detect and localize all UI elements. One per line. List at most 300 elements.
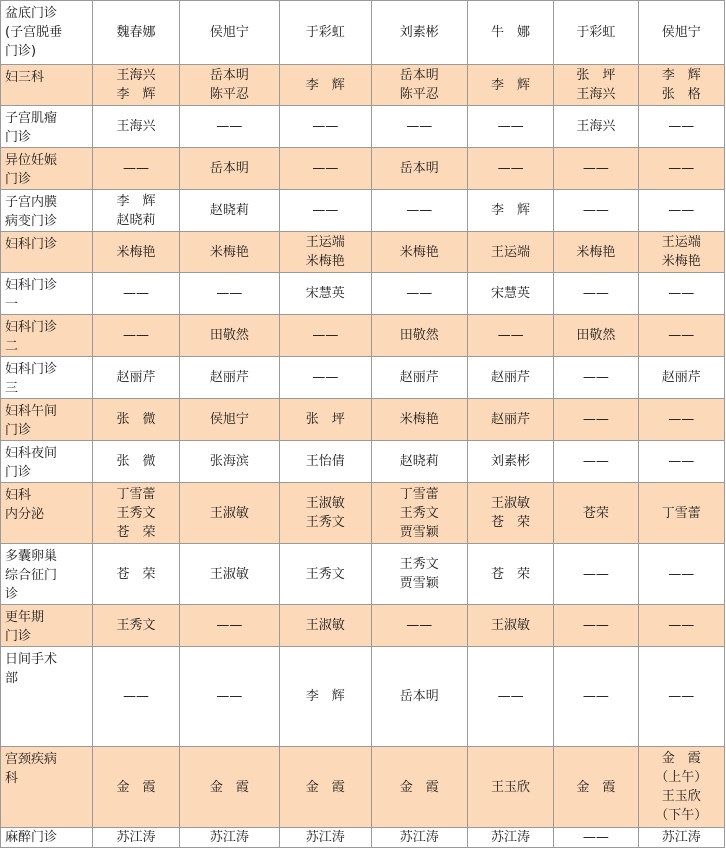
doctor-cell (638, 605, 724, 647)
doctor-cell (280, 190, 371, 232)
department-cell (1, 605, 93, 647)
doctor-name: 李 辉 (661, 68, 701, 83)
doctor-name: 于彩虹 (576, 25, 616, 40)
doctor-name: 王秀文 (399, 557, 439, 572)
department-name-line: 病变门诊 (5, 214, 58, 229)
department-cell (1, 828, 93, 848)
doctor-cell (554, 483, 638, 544)
table-row (1, 1, 725, 65)
doctor-name: —— (312, 370, 339, 385)
doctor-cell (554, 106, 638, 148)
department-name-line: 内分泌 (5, 507, 45, 522)
table-row (1, 605, 725, 647)
doctor-cell (638, 106, 724, 148)
doctor-name: 赵丽芹 (661, 370, 701, 385)
doctor-cell (280, 399, 371, 441)
doctor-cell (93, 747, 179, 828)
doctor-cell (179, 441, 279, 483)
doctor-name: 张 微 (116, 412, 156, 427)
doctor-cell (93, 1, 179, 65)
doctor-name: —— (497, 328, 524, 343)
department-name-line: 妇科午间 (5, 404, 58, 419)
doctor-name: 赵丽芹 (491, 370, 531, 385)
doctor-name: 侯旭宁 (209, 25, 249, 40)
doctor-name: 王海兴 (116, 119, 156, 134)
department-cell (1, 399, 93, 441)
doctor-name: 赵丽芹 (116, 370, 156, 385)
doctor-name: 刘素彬 (399, 25, 439, 40)
doctor-name: 苍 荣 (116, 524, 156, 540)
doctor-cell (371, 399, 467, 441)
department-name-line: 门诊 (5, 465, 32, 480)
doctor-name: 赵丽芹 (491, 412, 531, 427)
doctor-cell (93, 605, 179, 647)
doctor-name: —— (668, 328, 695, 343)
doctor-name: 赵晓莉 (116, 212, 156, 228)
doctor-name: —— (312, 119, 339, 134)
doctor-cell (554, 441, 638, 483)
doctor-cell (467, 544, 553, 605)
doctor-cell (93, 828, 179, 848)
doctor-name: —— (668, 412, 695, 427)
doctor-name: 王秀文 (399, 505, 439, 521)
department-cell (1, 190, 93, 232)
doctor-cell (467, 1, 553, 65)
doctor-name: 李 辉 (491, 77, 531, 93)
doctor-cell (638, 483, 724, 544)
doctor-name: 苍荣 (582, 505, 609, 521)
doctor-cell (467, 65, 553, 106)
department-name-line: 门诊 (5, 423, 32, 438)
doctor-cell (467, 828, 553, 848)
doctor-cell (93, 544, 179, 605)
doctor-cell (467, 106, 553, 148)
doctor-name: 苏江涛 (305, 830, 345, 845)
department-name-line: 妇科门诊 (5, 362, 58, 377)
table-row (1, 828, 725, 848)
doctor-name: 田敬然 (399, 328, 439, 343)
doctor-cell (638, 65, 724, 106)
department-cell (1, 483, 93, 544)
doctor-cell (554, 399, 638, 441)
doctor-cell (280, 828, 371, 848)
doctor-cell (638, 357, 724, 399)
department-cell (1, 65, 93, 106)
doctor-name: 金 霞 (399, 779, 439, 795)
doctor-name: 王海兴 (116, 68, 156, 83)
doctor-name: 赵晓莉 (209, 203, 249, 218)
department-name-line: 一 (5, 297, 19, 312)
table-row (1, 399, 725, 441)
doctor-name: 苏江涛 (209, 830, 249, 845)
doctor-name: —— (406, 119, 433, 134)
doctor-cell (371, 106, 467, 148)
department-name-line: 子宫肌瘤 (5, 111, 58, 126)
doctor-name: 田敬然 (576, 328, 616, 343)
doctor-name: 王海兴 (576, 87, 616, 102)
table-row (1, 65, 725, 106)
doctor-cell (179, 190, 279, 232)
doctor-cell (467, 647, 553, 747)
doctor-cell (93, 399, 179, 441)
doctor-name: 陈平忍 (209, 87, 249, 102)
table-row (1, 747, 725, 828)
doctor-cell (554, 232, 638, 273)
doctor-cell (280, 647, 371, 747)
doctor-name: 金 霞 (305, 779, 345, 795)
doctor-name: 丁雪蕾 (116, 486, 156, 502)
doctor-name: 王海兴 (576, 119, 616, 134)
doctor-name: 张 坪 (576, 68, 616, 83)
doctor-name: —— (312, 161, 339, 176)
doctor-name: 丁雪蕾 (661, 505, 701, 521)
doctor-cell (179, 747, 279, 828)
doctor-cell (179, 357, 279, 399)
doctor-name: —— (582, 286, 609, 301)
doctor-cell (371, 747, 467, 828)
doctor-name: 牛 娜 (491, 25, 531, 40)
doctor-name: 王玉欣 (491, 779, 531, 795)
department-name-line: 妇科门诊 (5, 278, 58, 293)
doctor-name: 赵丽芹 (399, 370, 439, 385)
doctor-name: 赵晓莉 (399, 454, 439, 469)
doctor-cell (638, 1, 724, 65)
doctor-cell (93, 315, 179, 357)
doctor-cell (638, 273, 724, 315)
doctor-name: —— (582, 830, 609, 845)
department-name-line: 更年期 (5, 610, 45, 625)
table-row (1, 357, 725, 399)
doctor-cell (371, 190, 467, 232)
table-row (1, 647, 725, 747)
department-name-line: 科 (5, 771, 19, 786)
department-name-line: 门诊) (5, 44, 37, 59)
doctor-name: （下午） (655, 808, 708, 823)
department-name-line: 诊 (5, 587, 19, 602)
doctor-cell (371, 148, 467, 190)
department-name-line: 妇科门诊 (5, 237, 58, 252)
doctor-name: —— (312, 203, 339, 218)
table-row (1, 315, 725, 357)
doctor-cell (280, 483, 371, 544)
doctor-name: 王怡倩 (305, 454, 345, 469)
doctor-name: 赵丽芹 (209, 370, 249, 385)
doctor-name: 宋慧英 (305, 286, 345, 301)
doctor-cell (280, 65, 371, 106)
doctor-name: 米梅艳 (209, 244, 249, 260)
doctor-cell (179, 1, 279, 65)
doctor-name: 于彩虹 (305, 25, 345, 40)
doctor-name: 米梅艳 (305, 254, 345, 269)
doctor-name: —— (216, 618, 243, 633)
department-cell (1, 106, 93, 148)
doctor-cell (467, 747, 553, 828)
doctor-name: 苏江涛 (116, 830, 156, 845)
doctor-cell (554, 747, 638, 828)
doctor-name: —— (216, 119, 243, 134)
doctor-cell (371, 65, 467, 106)
doctor-name: 金 霞 (661, 751, 701, 766)
doctor-cell (554, 647, 638, 747)
department-name-line: 异位妊娠 (5, 153, 58, 168)
department-cell (1, 357, 93, 399)
doctor-name: —— (497, 161, 524, 176)
doctor-cell (371, 544, 467, 605)
doctor-name: 岳本明 (209, 161, 249, 176)
department-name-line: 妇科夜间 (5, 446, 58, 461)
department-cell (1, 747, 93, 828)
doctor-name: —— (497, 119, 524, 134)
doctor-cell (179, 828, 279, 848)
doctor-name: —— (668, 119, 695, 134)
department-name-line: 三 (5, 381, 19, 396)
doctor-name: 王秀文 (305, 566, 345, 582)
doctor-cell (280, 544, 371, 605)
doctor-cell (467, 441, 553, 483)
doctor-cell (179, 106, 279, 148)
doctor-name: —— (668, 454, 695, 469)
doctor-name: 王淑敏 (491, 496, 531, 511)
doctor-name: 王淑敏 (209, 505, 249, 521)
doctor-name: —— (582, 454, 609, 469)
doctor-cell (280, 357, 371, 399)
doctor-name: 苏江涛 (491, 830, 531, 845)
doctor-name: —— (668, 689, 695, 704)
doctor-cell (280, 605, 371, 647)
doctor-cell (554, 828, 638, 848)
doctor-cell (371, 232, 467, 273)
doctor-name: 魏春娜 (116, 25, 156, 40)
schedule-body (1, 1, 725, 848)
doctor-cell (554, 605, 638, 647)
doctor-name: —— (582, 566, 609, 582)
doctor-cell (179, 483, 279, 544)
doctor-name: —— (582, 618, 609, 633)
doctor-cell (93, 483, 179, 544)
doctor-cell (179, 273, 279, 315)
doctor-cell (554, 315, 638, 357)
doctor-name: 金 霞 (209, 779, 249, 795)
doctor-cell (179, 232, 279, 273)
doctor-cell (638, 315, 724, 357)
doctor-cell (638, 190, 724, 232)
department-name-line: 妇三科 (5, 70, 45, 85)
doctor-cell (179, 399, 279, 441)
doctor-cell (467, 605, 553, 647)
table-row (1, 441, 725, 483)
doctor-name: 王秀文 (116, 618, 156, 633)
doctor-name: 王淑敏 (305, 618, 345, 633)
doctor-cell (280, 273, 371, 315)
doctor-name: —— (497, 689, 524, 704)
doctor-name: —— (216, 286, 243, 301)
doctor-name: 王玉欣 (661, 789, 701, 804)
doctor-name: 陈平忍 (399, 87, 439, 102)
doctor-name: 王秀文 (116, 505, 156, 521)
doctor-cell (638, 647, 724, 747)
doctor-cell (467, 315, 553, 357)
doctor-cell (93, 441, 179, 483)
doctor-cell (280, 232, 371, 273)
doctor-cell (179, 544, 279, 605)
doctor-name: 米梅艳 (576, 244, 616, 260)
doctor-name: 岳本明 (399, 161, 439, 176)
doctor-name: 苏江涛 (399, 830, 439, 845)
doctor-cell (371, 605, 467, 647)
doctor-name: 米梅艳 (116, 244, 156, 260)
doctor-name: —— (216, 689, 243, 704)
department-name-line: 日间手术 (5, 652, 58, 667)
doctor-cell (179, 647, 279, 747)
doctor-name: 贾雪颖 (399, 576, 439, 591)
table-row (1, 148, 725, 190)
doctor-name: 岳本明 (399, 68, 439, 83)
doctor-cell (280, 106, 371, 148)
doctor-cell (179, 65, 279, 106)
department-name-line: 门诊 (5, 172, 32, 187)
doctor-name: 米梅艳 (661, 254, 701, 269)
doctor-cell (554, 357, 638, 399)
department-name-line: 麻醉门诊 (5, 830, 58, 845)
doctor-cell (554, 65, 638, 106)
doctor-name: 侯旭宁 (209, 412, 249, 427)
doctor-name: 张海滨 (209, 454, 249, 469)
doctor-name: —— (668, 161, 695, 176)
doctor-cell (179, 315, 279, 357)
doctor-name: 苍 荣 (116, 566, 156, 582)
doctor-name: —— (123, 161, 150, 176)
doctor-cell (638, 828, 724, 848)
doctor-name: 田敬然 (209, 328, 249, 343)
doctor-name: 丁雪蕾 (399, 486, 439, 502)
doctor-cell (554, 544, 638, 605)
department-cell (1, 647, 93, 747)
doctor-name: —— (123, 689, 150, 704)
doctor-name: 王秀文 (305, 515, 345, 530)
doctor-name: 王淑敏 (491, 618, 531, 633)
doctor-cell (93, 190, 179, 232)
doctor-name: —— (582, 161, 609, 176)
doctor-name: —— (668, 286, 695, 301)
doctor-cell (638, 399, 724, 441)
doctor-name: 苏江涛 (661, 830, 701, 845)
doctor-cell (371, 273, 467, 315)
doctor-name: —— (312, 328, 339, 343)
department-name-line: 子宫内膜 (5, 195, 58, 210)
doctor-name: 宋慧英 (491, 286, 531, 301)
doctor-name: —— (406, 203, 433, 218)
doctor-cell (280, 315, 371, 357)
doctor-name: 张 格 (661, 87, 701, 102)
doctor-cell (280, 1, 371, 65)
department-cell (1, 273, 93, 315)
doctor-cell (280, 441, 371, 483)
doctor-name: 金 霞 (576, 779, 616, 795)
doctor-cell (467, 232, 553, 273)
doctor-cell (371, 315, 467, 357)
table-row (1, 483, 725, 544)
doctor-cell (554, 148, 638, 190)
department-name-line: 二 (5, 339, 19, 354)
doctor-cell (93, 106, 179, 148)
doctor-name: 王运端 (305, 235, 345, 250)
doctor-cell (638, 544, 724, 605)
doctor-cell (93, 65, 179, 106)
doctor-name: —— (123, 328, 150, 343)
doctor-name: 金 霞 (116, 779, 156, 795)
doctor-cell (179, 148, 279, 190)
doctor-cell (638, 747, 724, 828)
doctor-cell (280, 747, 371, 828)
doctor-name: 李 辉 (305, 689, 345, 704)
department-name-line: 妇科 (5, 488, 32, 503)
doctor-name: 米梅艳 (399, 244, 439, 260)
doctor-cell (467, 399, 553, 441)
table-row (1, 273, 725, 315)
doctor-name: 岳本明 (399, 689, 439, 704)
department-cell (1, 441, 93, 483)
doctor-name: 王运端 (661, 235, 701, 250)
table-row (1, 232, 725, 273)
department-cell (1, 315, 93, 357)
doctor-name: 米梅艳 (399, 412, 439, 427)
doctor-name: 张 微 (116, 454, 156, 469)
doctor-cell (93, 357, 179, 399)
doctor-name: —— (582, 412, 609, 427)
doctor-name: —— (668, 203, 695, 218)
doctor-cell (93, 148, 179, 190)
doctor-name: —— (668, 566, 695, 582)
department-name-line: 多囊卵巢 (5, 549, 58, 564)
doctor-name: （上午） (655, 770, 708, 785)
doctor-cell (371, 647, 467, 747)
doctor-cell (179, 605, 279, 647)
department-name-line: 部 (5, 671, 19, 686)
doctor-cell (371, 441, 467, 483)
table-row (1, 544, 725, 605)
doctor-name: —— (668, 618, 695, 633)
doctor-name: 岳本明 (209, 68, 249, 83)
department-cell (1, 232, 93, 273)
doctor-cell (280, 148, 371, 190)
table-row (1, 106, 725, 148)
doctor-name: 侯旭宁 (661, 25, 701, 40)
doctor-cell (467, 148, 553, 190)
department-name-line: (子宫脱垂 (5, 25, 63, 40)
doctor-cell (638, 232, 724, 273)
doctor-cell (371, 483, 467, 544)
department-name-line: 门诊 (5, 629, 32, 644)
doctor-cell (554, 190, 638, 232)
doctor-name: 李 辉 (116, 87, 156, 102)
doctor-cell (467, 273, 553, 315)
doctor-cell (467, 190, 553, 232)
doctor-cell (467, 483, 553, 544)
department-cell (1, 544, 93, 605)
doctor-cell (93, 647, 179, 747)
doctor-name: —— (582, 203, 609, 218)
doctor-name: —— (406, 618, 433, 633)
doctor-name: 李 辉 (305, 77, 345, 93)
department-cell (1, 1, 93, 65)
doctor-name: 李 辉 (116, 193, 156, 209)
doctor-cell (554, 273, 638, 315)
department-name-line: 妇科门诊 (5, 320, 58, 335)
doctor-cell (638, 148, 724, 190)
doctor-cell (554, 1, 638, 65)
table-row (1, 190, 725, 232)
department-cell (1, 148, 93, 190)
